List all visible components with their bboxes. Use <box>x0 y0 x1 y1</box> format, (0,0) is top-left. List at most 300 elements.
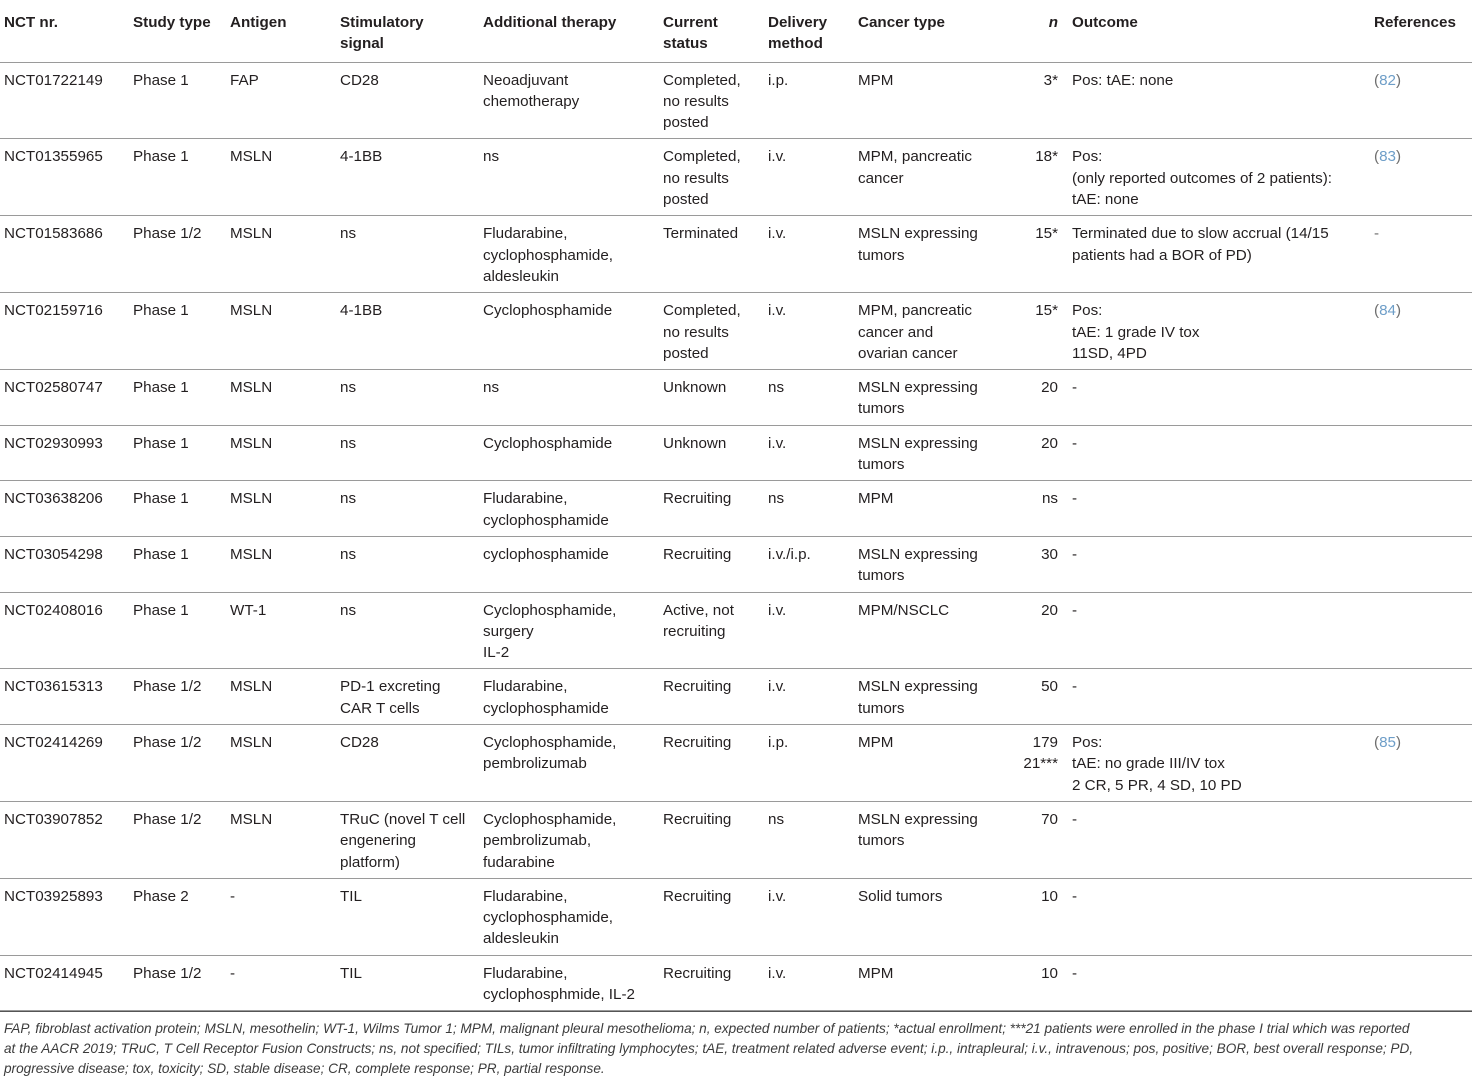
cell-stimulatory-signal-line: CD28 <box>340 71 379 89</box>
table-row <box>0 878 1472 955</box>
cell-reference <box>1370 425 1472 481</box>
cell-current-status-line: Completed, <box>663 148 741 166</box>
cell-current-status-line: no results <box>663 323 729 341</box>
cell-n <box>1008 139 1068 216</box>
cell-current-status-line: Recruiting <box>663 964 732 982</box>
cell-study-type: Phase 1/2 <box>129 801 226 878</box>
cell-outcome-line: - <box>1072 601 1078 619</box>
cell-outcome <box>1068 293 1370 370</box>
cell-current-status-line: Unknown <box>663 379 727 397</box>
cell-current-status-line: Terminated <box>663 225 739 243</box>
cell-current-status-line: Recruiting <box>663 887 732 905</box>
cell-stimulatory-signal-line: ns <box>340 379 357 397</box>
cell-additional-therapy-line: cyclophosphmide, IL-2 <box>483 985 635 1003</box>
cell-stimulatory-signal <box>336 878 479 955</box>
cell-delivery-method: i.v. <box>764 293 854 370</box>
cell-cancer-type-line: tumors <box>858 832 905 850</box>
cell-cancer-type <box>854 370 1008 426</box>
cell-nct: NCT03925893 <box>0 878 129 955</box>
header-additional-therapy: Additional therapy <box>479 0 659 62</box>
cell-n <box>1008 62 1068 139</box>
cell-nct: NCT03907852 <box>0 801 129 878</box>
cell-n-line: 20 <box>1041 434 1058 452</box>
cell-reference <box>1370 62 1472 139</box>
cell-stimulatory-signal <box>336 592 479 669</box>
cell-study-type: Phase 1 <box>129 62 226 139</box>
cell-n-line: 15* <box>1035 225 1058 243</box>
cell-additional-therapy-line: aldesleukin <box>483 930 559 948</box>
table-row <box>0 293 1472 370</box>
cell-antigen: MSLN <box>226 669 336 725</box>
cell-n-line: 70 <box>1041 810 1058 828</box>
cell-outcome-line: Terminated due to slow accrual (14/15 <box>1072 225 1329 243</box>
cell-current-status <box>659 293 764 370</box>
table-row <box>0 481 1472 537</box>
reference-open: - <box>1374 225 1380 243</box>
cell-n-line: 10 <box>1041 887 1058 905</box>
cell-delivery-method: ns <box>764 370 854 426</box>
cell-outcome-line: tAE: none <box>1072 191 1139 209</box>
header-nct: NCT nr. <box>0 0 129 62</box>
cell-current-status-line: recruiting <box>663 622 726 640</box>
cell-additional-therapy-line: cyclophosphamide <box>483 545 609 563</box>
cell-outcome-line: - <box>1072 887 1078 905</box>
cell-stimulatory-signal-line: 4-1BB <box>340 302 383 320</box>
cell-reference <box>1370 669 1472 725</box>
cell-nct: NCT03615313 <box>0 669 129 725</box>
reference-open: ( <box>1374 148 1380 166</box>
cell-additional-therapy-line: fudarabine <box>483 853 555 871</box>
table-row <box>0 801 1472 878</box>
cell-additional-therapy <box>479 62 659 139</box>
cell-n <box>1008 425 1068 481</box>
cell-delivery-method: i.p. <box>764 725 854 802</box>
cell-additional-therapy-line: pembrolizumab, <box>483 832 592 850</box>
cell-outcome-line: - <box>1072 964 1078 982</box>
reference-link[interactable]: 84 <box>1379 302 1396 320</box>
cell-reference <box>1370 592 1472 669</box>
cell-stimulatory-signal <box>336 801 479 878</box>
cell-cancer-type-line: cancer and <box>858 323 934 341</box>
table-row <box>0 955 1472 1011</box>
cell-stimulatory-signal <box>336 955 479 1011</box>
reference-close: ) <box>1395 71 1402 89</box>
cell-current-status-line: Recruiting <box>663 545 732 563</box>
cell-current-status-line: Completed, <box>663 302 741 320</box>
cell-cancer-type <box>854 878 1008 955</box>
cell-outcome-line: (only reported outcomes of 2 patients): <box>1072 169 1333 187</box>
cell-current-status <box>659 669 764 725</box>
cell-cancer-type <box>854 425 1008 481</box>
cell-nct: NCT03054298 <box>0 536 129 592</box>
header-current-status: Current status <box>659 0 764 62</box>
cell-stimulatory-signal-line: CAR T cells <box>340 699 420 717</box>
cell-nct: NCT02159716 <box>0 293 129 370</box>
cell-current-status <box>659 536 764 592</box>
cell-stimulatory-signal-line: engenering <box>340 832 417 850</box>
cell-stimulatory-signal-line: ns <box>340 601 357 619</box>
cell-stimulatory-signal <box>336 139 479 216</box>
cell-cancer-type <box>854 536 1008 592</box>
cell-cancer-type-line: MPM <box>858 490 894 508</box>
cell-n-line: 18* <box>1035 148 1058 166</box>
cell-outcome-line: Pos: <box>1072 148 1103 166</box>
cell-n <box>1008 801 1068 878</box>
cell-antigen: MSLN <box>226 370 336 426</box>
cell-nct: NCT03638206 <box>0 481 129 537</box>
cell-outcome-line: tAE: no grade III/IV tox <box>1072 755 1225 773</box>
cell-n <box>1008 878 1068 955</box>
cell-n <box>1008 592 1068 669</box>
cell-current-status <box>659 425 764 481</box>
reference-close: ) <box>1395 734 1402 752</box>
cell-outcome-line: patients had a BOR of PD) <box>1072 246 1252 264</box>
cell-stimulatory-signal-line: 4-1BB <box>340 148 383 166</box>
cell-n-line: ns <box>1041 490 1058 508</box>
cell-additional-therapy-line: Fludarabine, <box>483 678 568 696</box>
cell-outcome <box>1068 592 1370 669</box>
cell-stimulatory-signal-line: TIL <box>340 964 362 982</box>
cell-nct: NCT01583686 <box>0 216 129 293</box>
cell-antigen: MSLN <box>226 536 336 592</box>
cell-additional-therapy-line: cyclophosphamide, <box>483 246 614 264</box>
cell-antigen: MSLN <box>226 216 336 293</box>
cell-n <box>1008 370 1068 426</box>
cell-n <box>1008 481 1068 537</box>
header-stimulatory-signal: Stimulatory signal <box>336 0 479 62</box>
cell-additional-therapy <box>479 216 659 293</box>
cell-current-status <box>659 801 764 878</box>
cell-antigen: MSLN <box>226 481 336 537</box>
reference-open: ( <box>1374 302 1380 320</box>
cell-current-status-line: no results <box>663 92 729 110</box>
cell-additional-therapy <box>479 669 659 725</box>
table-row <box>0 62 1472 139</box>
cell-stimulatory-signal <box>336 536 479 592</box>
cell-additional-therapy <box>479 370 659 426</box>
cell-n <box>1008 216 1068 293</box>
cell-additional-therapy <box>479 293 659 370</box>
table-row <box>0 370 1472 426</box>
cell-cancer-type <box>854 139 1008 216</box>
cell-nct: NCT02414269 <box>0 725 129 802</box>
cell-antigen: - <box>226 878 336 955</box>
cell-cancer-type-line: tumors <box>858 567 905 585</box>
cell-current-status-line: Recruiting <box>663 734 732 752</box>
cell-current-status-line: posted <box>663 191 709 209</box>
cell-stimulatory-signal <box>336 62 479 139</box>
cell-stimulatory-signal-line: PD-1 excreting <box>340 678 441 696</box>
cell-cancer-type-line: MPM, pancreatic <box>858 302 972 320</box>
cell-additional-therapy-line: cyclophosphamide <box>483 699 609 717</box>
cell-additional-therapy <box>479 592 659 669</box>
cell-study-type: Phase 1 <box>129 293 226 370</box>
cell-stimulatory-signal <box>336 216 479 293</box>
cell-current-status-line: Completed, <box>663 71 741 89</box>
cell-outcome <box>1068 139 1370 216</box>
cell-additional-therapy <box>479 481 659 537</box>
cell-outcome-line: - <box>1072 434 1078 452</box>
cell-cancer-type-line: MPM <box>858 734 894 752</box>
cell-stimulatory-signal-line: platform) <box>340 853 400 871</box>
cell-n-line: 20 <box>1041 379 1058 397</box>
cell-nct: NCT02408016 <box>0 592 129 669</box>
header-n: n <box>1008 0 1068 62</box>
cell-reference <box>1370 481 1472 537</box>
reference-close: ) <box>1395 302 1402 320</box>
cell-current-status-line: Recruiting <box>663 678 732 696</box>
table-row <box>0 425 1472 481</box>
cell-current-status <box>659 139 764 216</box>
cell-additional-therapy-line: cyclophosphamide, <box>483 909 614 927</box>
cell-outcome <box>1068 801 1370 878</box>
cell-n <box>1008 293 1068 370</box>
table-row <box>0 669 1472 725</box>
cell-current-status-line: posted <box>663 344 709 362</box>
cell-study-type: Phase 1/2 <box>129 216 226 293</box>
table-row <box>0 536 1472 592</box>
cell-outcome-line: tAE: 1 grade IV tox <box>1072 323 1200 341</box>
cell-additional-therapy-line: IL-2 <box>483 644 510 662</box>
cell-cancer-type-line: tumors <box>858 246 905 264</box>
cell-outcome-line: 11SD, 4PD <box>1072 344 1147 362</box>
cell-current-status-line: Recruiting <box>663 490 732 508</box>
cell-additional-therapy-line: chemotherapy <box>483 92 580 110</box>
reference-link[interactable]: 83 <box>1379 148 1396 166</box>
cell-delivery-method: i.v. <box>764 216 854 293</box>
cell-outcome-line: - <box>1072 490 1078 508</box>
cell-antigen: - <box>226 955 336 1011</box>
cell-n-line: 10 <box>1041 964 1058 982</box>
cell-n-line: 3* <box>1043 71 1058 89</box>
cell-study-type: Phase 1 <box>129 425 226 481</box>
cell-reference <box>1370 801 1472 878</box>
cell-antigen: WT-1 <box>226 592 336 669</box>
footnote-line: FAP, fibroblast activation protein; MSLN, mesothelin; WT-1, Wilms Tumor 1; MPM, malignant pleural mesothelioma; n, expected number of patients; *actual enrollment; ***21 patients were enrolled in the phase I trial which was reported <box>4 1021 1410 1037</box>
cell-delivery-method: i.v. <box>764 669 854 725</box>
cell-delivery-method: i.v. <box>764 955 854 1011</box>
cell-additional-therapy <box>479 139 659 216</box>
cell-additional-therapy-line: Fludarabine, <box>483 964 568 982</box>
cell-additional-therapy-line: Cyclophosphamide <box>483 302 613 320</box>
cell-antigen: MSLN <box>226 801 336 878</box>
cell-antigen: MSLN <box>226 139 336 216</box>
cell-additional-therapy-line: Fludarabine, <box>483 490 568 508</box>
cell-additional-therapy-line: pembrolizumab <box>483 755 587 773</box>
cell-additional-therapy-line: Fludarabine, <box>483 225 568 243</box>
cell-outcome <box>1068 216 1370 293</box>
cell-reference <box>1370 878 1472 955</box>
cell-current-status-line: Recruiting <box>663 810 732 828</box>
header-study-type: Study type <box>129 0 226 62</box>
cell-delivery-method: i.v. <box>764 139 854 216</box>
cell-cancer-type-line: MPM <box>858 71 894 89</box>
cell-n <box>1008 669 1068 725</box>
cell-antigen: FAP <box>226 62 336 139</box>
cell-cancer-type <box>854 293 1008 370</box>
cell-current-status <box>659 878 764 955</box>
header-row <box>0 0 1472 62</box>
cell-stimulatory-signal-line: ns <box>340 490 357 508</box>
cell-outcome-line: Pos: tAE: none <box>1072 71 1174 89</box>
cell-cancer-type-line: MSLN expressing <box>858 810 978 828</box>
cell-nct: NCT02930993 <box>0 425 129 481</box>
cell-outcome <box>1068 955 1370 1011</box>
cell-additional-therapy-line: surgery <box>483 622 534 640</box>
cell-stimulatory-signal-line: ns <box>340 434 357 452</box>
reference-link[interactable]: 85 <box>1379 734 1396 752</box>
cell-outcome <box>1068 725 1370 802</box>
cell-stimulatory-signal-line: ns <box>340 545 357 563</box>
cell-antigen: MSLN <box>226 425 336 481</box>
cell-additional-therapy-line: Cyclophosphamide, <box>483 810 617 828</box>
cell-cancer-type-line: ovarian cancer <box>858 344 958 362</box>
cell-stimulatory-signal <box>336 425 479 481</box>
reference-open: ( <box>1374 71 1380 89</box>
cell-cancer-type-line: Solid tumors <box>858 887 943 905</box>
cell-stimulatory-signal <box>336 725 479 802</box>
cell-n-line: 21*** <box>1023 755 1058 773</box>
cell-reference <box>1370 216 1472 293</box>
cell-delivery-method: i.v. <box>764 425 854 481</box>
cell-study-type: Phase 1/2 <box>129 669 226 725</box>
cell-cancer-type-line: MPM <box>858 964 894 982</box>
cell-additional-therapy-line: Cyclophosphamide, <box>483 601 617 619</box>
cell-n-line: 30 <box>1041 545 1058 563</box>
cell-additional-therapy-line: Cyclophosphamide, <box>483 734 617 752</box>
cell-current-status-line: no results <box>663 169 729 187</box>
cell-reference <box>1370 139 1472 216</box>
cell-additional-therapy-line: Cyclophosphamide <box>483 434 613 452</box>
cell-stimulatory-signal <box>336 669 479 725</box>
cell-current-status <box>659 216 764 293</box>
cell-reference <box>1370 725 1472 802</box>
cell-nct: NCT02414945 <box>0 955 129 1011</box>
cell-n-line: 50 <box>1041 678 1058 696</box>
cell-n-line: 15* <box>1035 302 1058 320</box>
cell-outcome <box>1068 370 1370 426</box>
table-row <box>0 139 1472 216</box>
cell-cancer-type <box>854 801 1008 878</box>
reference-link[interactable]: 82 <box>1379 71 1396 89</box>
cell-outcome-line: Pos: <box>1072 302 1103 320</box>
cell-delivery-method: i.v. <box>764 878 854 955</box>
cell-cancer-type-line: MSLN expressing <box>858 545 978 563</box>
cell-outcome-line: - <box>1072 545 1078 563</box>
cell-additional-therapy-line: Neoadjuvant <box>483 71 569 89</box>
header-references: References <box>1370 0 1472 62</box>
cell-outcome <box>1068 62 1370 139</box>
cell-n <box>1008 955 1068 1011</box>
footnote-line: at the AACR 2019; TRuC, T Cell Receptor Fusion Constructs; ns, not specified; TILs, tumor infiltrating lymphocytes; tAE, treatment related adverse event; i.p., intrapleural; i.v., intravenous; pos, positive; BOR, best overall response; PD, <box>4 1041 1414 1057</box>
cell-cancer-type-line: MPM, pancreatic <box>858 148 972 166</box>
cell-additional-therapy-line: cyclophosphamide <box>483 511 609 529</box>
cell-n-line: 179 <box>1032 734 1058 752</box>
cell-additional-therapy <box>479 425 659 481</box>
cell-additional-therapy <box>479 536 659 592</box>
cell-reference <box>1370 955 1472 1011</box>
cell-cancer-type <box>854 725 1008 802</box>
cell-additional-therapy-line: ns <box>483 379 500 397</box>
cell-current-status-line: Active, not <box>663 601 734 619</box>
cell-nct: NCT01722149 <box>0 62 129 139</box>
cell-additional-therapy <box>479 955 659 1011</box>
cell-additional-therapy-line: aldesleukin <box>483 267 559 285</box>
cell-study-type: Phase 1 <box>129 139 226 216</box>
cell-antigen: MSLN <box>226 725 336 802</box>
cell-cancer-type-line: tumors <box>858 456 905 474</box>
cell-cancer-type <box>854 669 1008 725</box>
cell-additional-therapy <box>479 878 659 955</box>
cell-cancer-type-line: tumors <box>858 699 905 717</box>
cell-outcome <box>1068 481 1370 537</box>
cell-antigen: MSLN <box>226 293 336 370</box>
cell-delivery-method: i.v./i.p. <box>764 536 854 592</box>
cell-current-status <box>659 370 764 426</box>
cell-cancer-type-line: MSLN expressing <box>858 434 978 452</box>
cell-stimulatory-signal-line: ns <box>340 225 357 243</box>
cell-current-status <box>659 955 764 1011</box>
cell-reference <box>1370 370 1472 426</box>
cell-reference <box>1370 536 1472 592</box>
cell-stimulatory-signal-line: TRuC (novel T cell <box>340 810 466 828</box>
cell-delivery-method: i.p. <box>764 62 854 139</box>
cell-cancer-type-line: MPM/NSCLC <box>858 601 950 619</box>
cell-study-type: Phase 1 <box>129 370 226 426</box>
cell-additional-therapy <box>479 801 659 878</box>
cell-stimulatory-signal-line: TIL <box>340 887 362 905</box>
cell-study-type: Phase 2 <box>129 878 226 955</box>
cell-outcome <box>1068 669 1370 725</box>
header-cancer-type: Cancer type <box>854 0 1008 62</box>
cell-study-type: Phase 1 <box>129 481 226 537</box>
cell-study-type: Phase 1 <box>129 536 226 592</box>
table-row <box>0 725 1472 802</box>
cell-nct: NCT01355965 <box>0 139 129 216</box>
cell-outcome-line: 2 CR, 5 PR, 4 SD, 10 PD <box>1072 776 1242 794</box>
cell-outcome <box>1068 536 1370 592</box>
cell-delivery-method: ns <box>764 481 854 537</box>
cell-nct: NCT02580747 <box>0 370 129 426</box>
cell-outcome-line: - <box>1072 678 1078 696</box>
cell-stimulatory-signal <box>336 293 479 370</box>
cell-stimulatory-signal-line: CD28 <box>340 734 379 752</box>
table-row <box>0 592 1472 669</box>
cell-outcome <box>1068 425 1370 481</box>
cell-study-type: Phase 1 <box>129 592 226 669</box>
table-footnote <box>0 1011 1472 1078</box>
header-antigen: Antigen <box>226 0 336 62</box>
cell-outcome-line: - <box>1072 379 1078 397</box>
footnote-line: progressive disease; tox, toxicity; SD, stable disease; CR, complete response; PR, partial response. <box>4 1060 605 1076</box>
cell-cancer-type-line: MSLN expressing <box>858 225 978 243</box>
cell-cancer-type <box>854 592 1008 669</box>
cell-stimulatory-signal <box>336 370 479 426</box>
cell-delivery-method: ns <box>764 801 854 878</box>
cell-outcome-line: - <box>1072 810 1078 828</box>
cell-cancer-type <box>854 955 1008 1011</box>
cell-reference <box>1370 293 1472 370</box>
cell-study-type: Phase 1/2 <box>129 955 226 1011</box>
header-outcome: Outcome <box>1068 0 1370 62</box>
cell-n-line: 20 <box>1041 601 1058 619</box>
reference-close: ) <box>1395 148 1402 166</box>
cell-additional-therapy-line: Fludarabine, <box>483 887 568 905</box>
cell-current-status <box>659 62 764 139</box>
table-row <box>0 216 1472 293</box>
cell-outcome-line: Pos: <box>1072 734 1103 752</box>
cell-outcome <box>1068 878 1370 955</box>
